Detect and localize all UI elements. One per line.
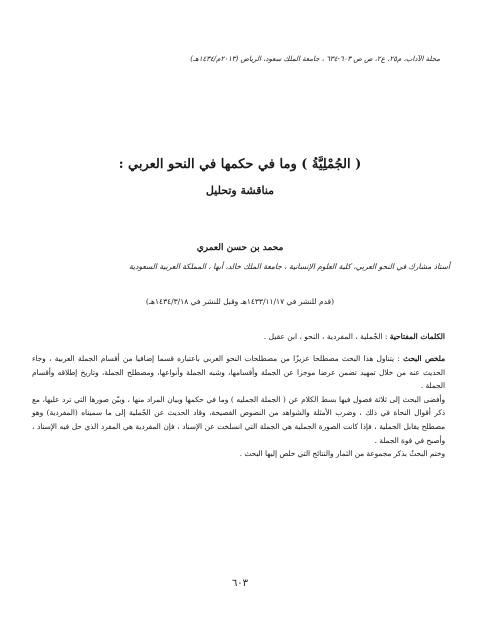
abstract-intro-paragraph	[32, 352, 445, 393]
paper-title: ( الجُمْلِيَّةُ ) وما في حكمها في النحو العربي :	[118, 157, 362, 172]
abstract-conclusion-paragraph: وختم البحثُ بذكر مجموعة من الثمار والنتائج التي خلص إليها البحث .	[239, 449, 445, 459]
abstract-body-paragraph: وأفضى البحث إلى ثلاثة فصول فيها بسط الكلام عن ( الجملة الجمليه ) وما في حكمها وبيان المراد منها ، وبيّن صورها التي ترد عليها، مع ذكر أقوال النحاة في ذلك ، وضرب الأمثلة والشواهد من النصوص الفصيحة، وقاد الحديث عن الجُملية إلى ما سميناه (المفردية) وهو مصطلح يقابل الجملية ، فإذا كانت الصورة الجملية هي الجملة التي انسلخت عن الإسناد ، فإن المفردية هي المفرد الذي حل فيه الإسناد ، وأصبح في قوة الجملة .	[32, 394, 445, 445]
abstract-label: ملخص البحث	[403, 354, 446, 363]
keywords-text: : الجُملية ، المفردية ، النحو ، ابن عقيل .	[263, 332, 388, 341]
abstract	[32, 352, 445, 461]
abstract-intro-text: : يتناول هذا البحث مصطلحا عزيزًا من مصطلحات النحو العربي باعتباره قسما إضافيا من أقسام الجملة العربية ، وجاء الحديث عنه من خلال تمهيد تضمن عرضا موجزا عن الجملة وأقسامها، وشبه الجملة وأنواعها، ومصطلح الجملة، وتاريخ إطلاقه وأقسام الجملة .	[32, 354, 445, 391]
keywords-line	[40, 332, 445, 341]
paper-subtitle: مناقشة وتحليل	[205, 184, 275, 197]
keywords-label: الكلمات المفتاحية	[389, 332, 445, 341]
running-head: مجلة الآداب، م٢٥، ع٢، ص ص ٦٠٣-٦٣٤ ، جامعة الملك سعود، الرياض (٢٠١٣م/١٤٣٤هـ)	[190, 55, 440, 63]
submission-dates: (قدم للنشر في ١٤٣٣/١١/١٧هـ وقبل للنشر في ١٤٣٤/٣/١٨هـ)	[145, 297, 335, 306]
page-number: ٦٠٣	[231, 578, 249, 589]
author-name: محمد بن حسن العمري	[196, 243, 284, 253]
author-affiliation: أستاذ مشارك في النحو العربي، كلية العلوم الإنسانية ، جامعة الملك خالد، أبها ، المملكة العربية السعودية	[129, 262, 450, 271]
